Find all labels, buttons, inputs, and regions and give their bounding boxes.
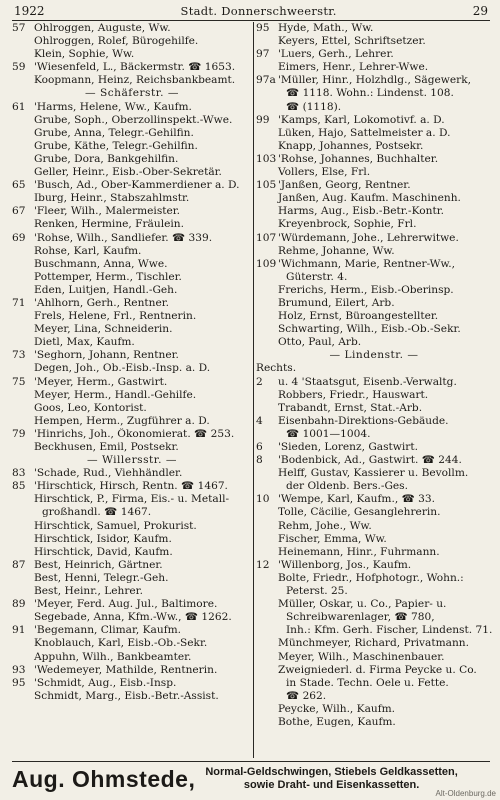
- entry-text: ☎ (1118).: [286, 100, 342, 113]
- directory-entry: [256, 114, 492, 127]
- directory-entry: [12, 258, 252, 271]
- directory-entry: [12, 297, 252, 310]
- directory-entry: [12, 467, 252, 480]
- entry-text: — Willersstr. —: [86, 454, 178, 467]
- directory-entry: [256, 506, 492, 519]
- entry-text: Fischer, Emma, Ww.: [278, 532, 387, 545]
- directory-entry: [12, 271, 252, 284]
- house-number: 95: [256, 22, 270, 34]
- directory-entry: [12, 362, 252, 375]
- advertiser-name: Aug. Ohmstede,: [12, 765, 196, 792]
- street-heading: [12, 87, 252, 100]
- entry-text: Grube, Dora, Bankgehilfin.: [34, 152, 179, 165]
- entry-text: u. 4 'Staatsgut, Eisenb.-Verwaltg.: [278, 375, 457, 388]
- house-number: 4: [256, 414, 263, 427]
- directory-entry: [256, 61, 492, 74]
- directory-entry: [12, 323, 252, 336]
- directory-entry: [12, 480, 252, 493]
- entry-text: ☎ 262.: [286, 689, 327, 702]
- entry-text: Tolle, Cäcilie, Gesanglehrerin.: [278, 506, 441, 519]
- entry-text: 'Wichmann, Marie, Rentner-Ww.,: [278, 257, 456, 270]
- directory-entry: [256, 520, 492, 533]
- directory-entry: [12, 232, 252, 245]
- directory-entry: [256, 245, 492, 258]
- directory-entry: [12, 376, 252, 389]
- directory-entry: [12, 598, 252, 611]
- directory-entry: [12, 153, 252, 166]
- entry-text: Meyer, Lina, Schneiderin.: [34, 323, 173, 336]
- directory-entry: [12, 690, 252, 703]
- entry-text: Hirschtick, Samuel, Prokurist.: [34, 519, 197, 532]
- entry-text: 'Hirschtick, Hirsch, Rentn. ☎ 1467.: [34, 480, 228, 493]
- entry-text: Frerichs, Herm., Eisb.-Oberinsp.: [278, 283, 454, 296]
- house-number: 12: [256, 558, 270, 571]
- entry-text: Heinemann, Hinr., Fuhrmann.: [278, 545, 440, 558]
- entry-text: der Oldenb. Bers.-Ges.: [286, 480, 408, 493]
- directory-entry: [256, 336, 492, 349]
- house-number: 109: [256, 257, 277, 270]
- directory-entry: [256, 362, 492, 375]
- entry-text: Best, Heinrich, Gärtner.: [34, 558, 163, 571]
- directory-entry: [12, 114, 252, 127]
- directory-entry: [12, 611, 252, 624]
- directory-entry: [12, 651, 252, 664]
- directory-entry: [12, 48, 252, 61]
- directory-entry: [12, 428, 252, 441]
- house-number: 89: [12, 598, 26, 611]
- entry-text: 'Janßen, Georg, Rentner.: [278, 179, 411, 192]
- directory-entry: [256, 480, 492, 493]
- directory-entry: [12, 520, 252, 533]
- directory-entry: [12, 415, 252, 428]
- directory-entry: [12, 61, 252, 74]
- entry-text: — Lindenstr. —: [329, 349, 419, 362]
- directory-entry: [256, 611, 492, 624]
- house-number: 85: [12, 480, 26, 493]
- entry-text: Helff, Gustav, Kassierer u. Bevollm.: [278, 467, 469, 480]
- directory-entry: [12, 35, 252, 48]
- house-number: 2: [256, 375, 263, 388]
- entry-text: Grube, Käthe, Telegr.-Gehilfin.: [34, 139, 198, 152]
- entry-text: Knapp, Johannes, Postsekr.: [278, 139, 424, 152]
- house-number: 57: [12, 22, 26, 34]
- advertisement-line-2: sowie Draht- und Eisenkassetten.: [243, 779, 420, 791]
- house-number: 65: [12, 179, 26, 192]
- entry-text: Frels, Helene, Frl., Rentnerin.: [34, 310, 197, 323]
- directory-entry: [256, 651, 492, 664]
- directory-entry: [256, 310, 492, 323]
- entry-text: 'Kamps, Karl, Lokomotivf. a. D.: [278, 113, 445, 126]
- directory-entry: [256, 703, 492, 716]
- left-column: [12, 22, 252, 760]
- directory-entry: [256, 664, 492, 677]
- directory-entry: [12, 441, 252, 454]
- entry-text: 'Rohse, Johannes, Buchhalter.: [278, 152, 439, 165]
- entry-text: Best, Heinr., Lehrer.: [34, 585, 143, 598]
- directory-entry: [12, 493, 252, 506]
- directory-entry: [12, 389, 252, 402]
- directory-entry: [256, 585, 492, 598]
- directory-entry: [12, 336, 252, 349]
- directory-entry: [256, 179, 492, 192]
- entry-text: Goos, Leo, Kontorist.: [34, 401, 147, 414]
- entry-text: Eisenbahn-Direktions-Gebäude.: [278, 414, 449, 427]
- advertisement-text: [205, 766, 457, 792]
- directory-entry: [256, 74, 492, 87]
- directory-entry: [12, 559, 252, 572]
- entry-text: 'Busch, Ad., Ober-Kammerdiener a. D.: [34, 179, 240, 192]
- entry-text: Buschmann, Anna, Wwe.: [34, 257, 168, 270]
- entry-text: Hirschtick, P., Firma, Eis.- u. Metall-: [34, 493, 230, 506]
- entry-text: Trabandt, Ernst, Stat.-Arb.: [278, 401, 423, 414]
- directory-entry: [12, 245, 252, 258]
- house-number: 59: [12, 61, 26, 74]
- directory-entry: [12, 205, 252, 218]
- house-number: 71: [12, 296, 26, 309]
- entry-text: 'Meyer, Ferd. Aug. Jul., Baltimore.: [34, 598, 218, 611]
- entry-text: Bolte, Friedr., Hofphotogr., Wohn.:: [278, 571, 464, 584]
- directory-entry: [12, 585, 252, 598]
- directory-entry: [12, 349, 252, 362]
- house-number: 97: [256, 48, 270, 61]
- directory-entry: [12, 310, 252, 323]
- header-rule: [12, 20, 490, 21]
- entry-text: Hirschtick, Isidor, Kaufm.: [34, 532, 172, 545]
- entry-text: Geller, Heinr., Eisb.-Ober-Sekretär.: [34, 166, 222, 179]
- entry-text: 'Müller, Hinr., Holzhdlg., Sägewerk,: [278, 74, 471, 87]
- directory-entry: [256, 376, 492, 389]
- house-number: 8: [256, 454, 263, 467]
- entry-text: Hempen, Herm., Zugführer a. D.: [34, 414, 210, 427]
- directory-entry: [12, 546, 252, 559]
- entry-text: Hyde, Math., Ww.: [278, 22, 374, 34]
- house-number: 67: [12, 205, 26, 218]
- directory-entry: [256, 192, 492, 205]
- directory-entry: [256, 546, 492, 559]
- entry-text: ☎ 1001—1004.: [286, 427, 371, 440]
- directory-entry: [12, 533, 252, 546]
- entry-text: 'Willenborg, Jos., Kaufm.: [278, 558, 412, 571]
- directory-entry: [256, 127, 492, 140]
- entry-text: Iburg, Heinr., Stabszahlmstr.: [34, 192, 190, 205]
- entry-text: Brumund, Eilert, Arb.: [278, 296, 395, 309]
- directory-entry: [12, 127, 252, 140]
- directory-entry: [256, 572, 492, 585]
- entry-text: 'Bodenbick, Ad., Gastwirt. ☎ 244.: [278, 454, 462, 467]
- entry-text: Schwarting, Wilh., Eisb.-Ob.-Sekr.: [278, 323, 461, 336]
- directory-entry: [12, 192, 252, 205]
- house-number: 6: [256, 441, 263, 453]
- directory-entry: [256, 690, 492, 703]
- directory-entry: [256, 271, 492, 284]
- entry-text: Renken, Hermine, Fräulein.: [34, 218, 184, 231]
- directory-entry: [256, 297, 492, 310]
- entry-text: 'Ahlhorn, Gerh., Rentner.: [34, 296, 170, 309]
- directory-entry: [256, 467, 492, 480]
- entry-text: — Schäferstr. —: [85, 87, 179, 100]
- entry-text: Zweigniederl. d. Firma Peycke u. Co.: [278, 663, 477, 676]
- house-number: 99: [256, 113, 270, 126]
- directory-entry: [256, 87, 492, 100]
- house-number: 103: [256, 152, 277, 165]
- right-column: [256, 22, 492, 760]
- advertisement-footer: [12, 763, 490, 795]
- house-number: 105: [256, 179, 277, 192]
- directory-entry: [256, 232, 492, 245]
- street-heading: [256, 349, 492, 362]
- directory-entry: [256, 441, 492, 454]
- directory-entry: [256, 716, 492, 729]
- entry-text: Grube, Soph., Oberzollinspekt.-Wwe.: [34, 113, 233, 126]
- directory-entry: [256, 493, 492, 506]
- entry-text: Grube, Anna, Telegr.-Gehilfin.: [34, 126, 194, 139]
- entry-text: Degen, Joh., Ob.-Eisb.-Insp. a. D.: [34, 362, 211, 375]
- entry-text: Peycke, Wilh., Kaufm.: [278, 702, 396, 715]
- entry-text: Pottemper, Herm., Tischler.: [34, 270, 182, 283]
- entry-text: 'Seghorn, Johann, Rentner.: [34, 349, 179, 362]
- directory-entry: [256, 389, 492, 402]
- directory-entry: [12, 74, 252, 87]
- directory-entry: [256, 218, 492, 231]
- directory-entry: [256, 258, 492, 271]
- entry-text: Meyer, Herm., Handl.-Gehilfe.: [34, 388, 197, 401]
- entry-text: Klein, Sophie, Ww.: [34, 48, 135, 61]
- directory-entry: [256, 48, 492, 61]
- entry-text: Segebade, Anna, Kfm.-Ww., ☎ 1262.: [34, 611, 232, 624]
- directory-entry: [12, 179, 252, 192]
- entry-text: Lüken, Hajo, Sattelmeister a. D.: [278, 126, 451, 139]
- directory-entry: [256, 284, 492, 297]
- entry-text: 'Wedemeyer, Mathilde, Rentnerin.: [34, 663, 218, 676]
- directory-entry: [256, 22, 492, 35]
- directory-entry: [12, 402, 252, 415]
- entry-text: Schmidt, Marg., Eisb.-Betr.-Assist.: [34, 689, 219, 702]
- directory-entry: [12, 624, 252, 637]
- directory-entry: [256, 559, 492, 572]
- house-number: 73: [12, 349, 26, 362]
- directory-entry: [256, 598, 492, 611]
- entry-text: Vollers, Else, Frl.: [278, 166, 371, 179]
- directory-entry: [12, 677, 252, 690]
- directory-entry: [12, 284, 252, 297]
- entry-text: Rehm, Johe., Ww.: [278, 519, 372, 532]
- directory-entry: [256, 205, 492, 218]
- entry-text: Robbers, Friedr., Hauswart.: [278, 388, 429, 401]
- directory-entry: [256, 533, 492, 546]
- house-number: 87: [12, 558, 26, 571]
- entry-text: Holz, Ernst, Büroangestellter.: [278, 310, 439, 323]
- directory-entry: [12, 140, 252, 153]
- entry-text: 'Wempe, Karl, Kaufm., ☎ 33.: [278, 493, 435, 506]
- entry-text: Ohlroggen, Auguste, Ww.: [34, 22, 171, 34]
- entry-text: 'Luers, Gerh., Lehrer.: [278, 48, 394, 61]
- entry-text: 'Harms, Helene, Ww., Kaufm.: [34, 100, 192, 113]
- street-heading: [12, 454, 252, 467]
- entry-text: großhandl. ☎ 1467.: [42, 506, 152, 519]
- footer-rule: [12, 761, 490, 762]
- directory-entry: [256, 140, 492, 153]
- entry-text: Schreibwarenlager, ☎ 780,: [286, 611, 435, 624]
- entry-text: in Stade. Techn. Oele u. Fette.: [286, 676, 449, 689]
- directory-entry: [256, 166, 492, 179]
- entry-text: Best, Henni, Telegr.-Geh.: [34, 571, 169, 584]
- entry-text: Rohse, Karl, Kaufm.: [34, 244, 142, 257]
- entry-text: 'Rohse, Wilh., Sandliefer. ☎ 339.: [34, 231, 213, 244]
- entry-text: 'Würdemann, Johe., Lehrerwitwe.: [278, 231, 459, 244]
- house-number: 95: [12, 676, 26, 689]
- entry-text: Rechts.: [256, 362, 297, 375]
- entry-text: Meyer, Wilh., Maschinenbauer.: [278, 650, 445, 663]
- house-number: 69: [12, 231, 26, 244]
- directory-entry: [256, 402, 492, 415]
- entry-text: Güterstr. 4.: [286, 270, 348, 283]
- entry-text: Beckhusen, Emil, Postsekr.: [34, 441, 179, 453]
- entry-text: Eimers, Henr., Lehrer-Wwe.: [278, 61, 429, 74]
- directory-entry: [256, 101, 492, 114]
- entry-text: Bothe, Eugen, Kaufm.: [278, 715, 396, 728]
- directory-entry: [12, 664, 252, 677]
- entry-text: 'Sieden, Lorenz, Gastwirt.: [278, 441, 418, 453]
- directory-entry: [256, 35, 492, 48]
- entry-text: 'Schade, Rud., Viehhändler.: [34, 467, 183, 480]
- entry-text: Inh.: Kfm. Gerh. Fischer, Lindenst. 71.: [286, 624, 492, 637]
- entry-text: Rehme, Johanne, Ww.: [278, 244, 395, 257]
- column-divider: [253, 22, 254, 758]
- entry-text: 'Schmidt, Aug., Eisb.-Insp.: [34, 676, 177, 689]
- page-header: [14, 4, 488, 20]
- directory-entry: [12, 22, 252, 35]
- entry-text: ☎ 1118. Wohn.: Lindenst. 108.: [286, 87, 454, 100]
- entry-text: Otto, Paul, Arb.: [278, 336, 362, 349]
- directory-entry: [12, 166, 252, 179]
- entry-text: Koopmann, Heinz, Reichsbankbeamt.: [34, 74, 236, 87]
- house-number: 79: [12, 427, 26, 440]
- directory-entry: [12, 572, 252, 585]
- house-number: 97a: [256, 74, 276, 87]
- entry-text: Kreyenbrock, Sophie, Frl.: [278, 218, 417, 231]
- house-number: 107: [256, 231, 277, 244]
- house-number: 75: [12, 375, 26, 388]
- directory-entry: [256, 677, 492, 690]
- entry-text: Keyers, Ettel, Schriftsetzer.: [278, 35, 426, 48]
- entry-text: Peterst. 25.: [286, 585, 348, 598]
- house-number: 61: [12, 100, 26, 113]
- entry-text: Ohlroggen, Rolef, Bürogehilfe.: [34, 35, 199, 48]
- directory-entry: [12, 637, 252, 650]
- directory-entry: [12, 506, 252, 519]
- house-number: 93: [12, 663, 26, 676]
- house-number: 83: [12, 467, 26, 480]
- entry-text: Eden, Luitjen, Handl.-Geh.: [34, 283, 178, 296]
- directory-entry: [12, 218, 252, 231]
- directory-entry: [12, 101, 252, 114]
- watermark: Alt-Oldenburg.de: [435, 789, 496, 798]
- entry-text: Knoblauch, Karl, Eisb.-Ob.-Sekr.: [34, 637, 208, 650]
- entry-text: Harms, Aug., Eisb.-Betr.-Kontr.: [278, 205, 444, 218]
- directory-entry: [256, 428, 492, 441]
- entry-text: 'Fleer, Wilh., Malermeister.: [34, 205, 181, 218]
- advertisement-line-1: Normal-Geldschwingen, Stiebels Geldkassetten,: [205, 766, 458, 778]
- directory-entry: [256, 454, 492, 467]
- page-number: 29: [472, 4, 488, 18]
- entry-text: 'Hinrichs, Joh., Ökonomierat. ☎ 253.: [34, 427, 235, 440]
- directory-entry: [256, 323, 492, 336]
- directory-entry: [256, 624, 492, 637]
- directory-entry: [256, 415, 492, 428]
- entry-text: Münchmeyer, Richard, Privatmann.: [278, 637, 469, 650]
- directory-entry: [256, 637, 492, 650]
- entry-text: 'Wiesenfeld, L., Bäckermstr. ☎ 1653.: [34, 61, 236, 74]
- entry-text: Dietl, Max, Kaufm.: [34, 336, 135, 349]
- page-year: 1922: [14, 4, 45, 18]
- entry-text: Hirschtick, David, Kaufm.: [34, 545, 173, 558]
- entry-text: Müller, Oskar, u. Co., Papier- u.: [278, 598, 447, 611]
- entry-text: Appuhn, Wilh., Bankbeamter.: [34, 650, 192, 663]
- page-title: Stadt. Donnerschweerstr.: [180, 4, 337, 18]
- entry-text: Janßen, Aug. Kaufm. Maschinenh.: [278, 192, 461, 205]
- entry-text: 'Begemann, Climar, Kaufm.: [34, 624, 182, 637]
- entry-text: 'Meyer, Herm., Gastwirt.: [34, 375, 168, 388]
- directory-entry: [256, 153, 492, 166]
- house-number: 91: [12, 624, 26, 637]
- house-number: 10: [256, 493, 270, 506]
